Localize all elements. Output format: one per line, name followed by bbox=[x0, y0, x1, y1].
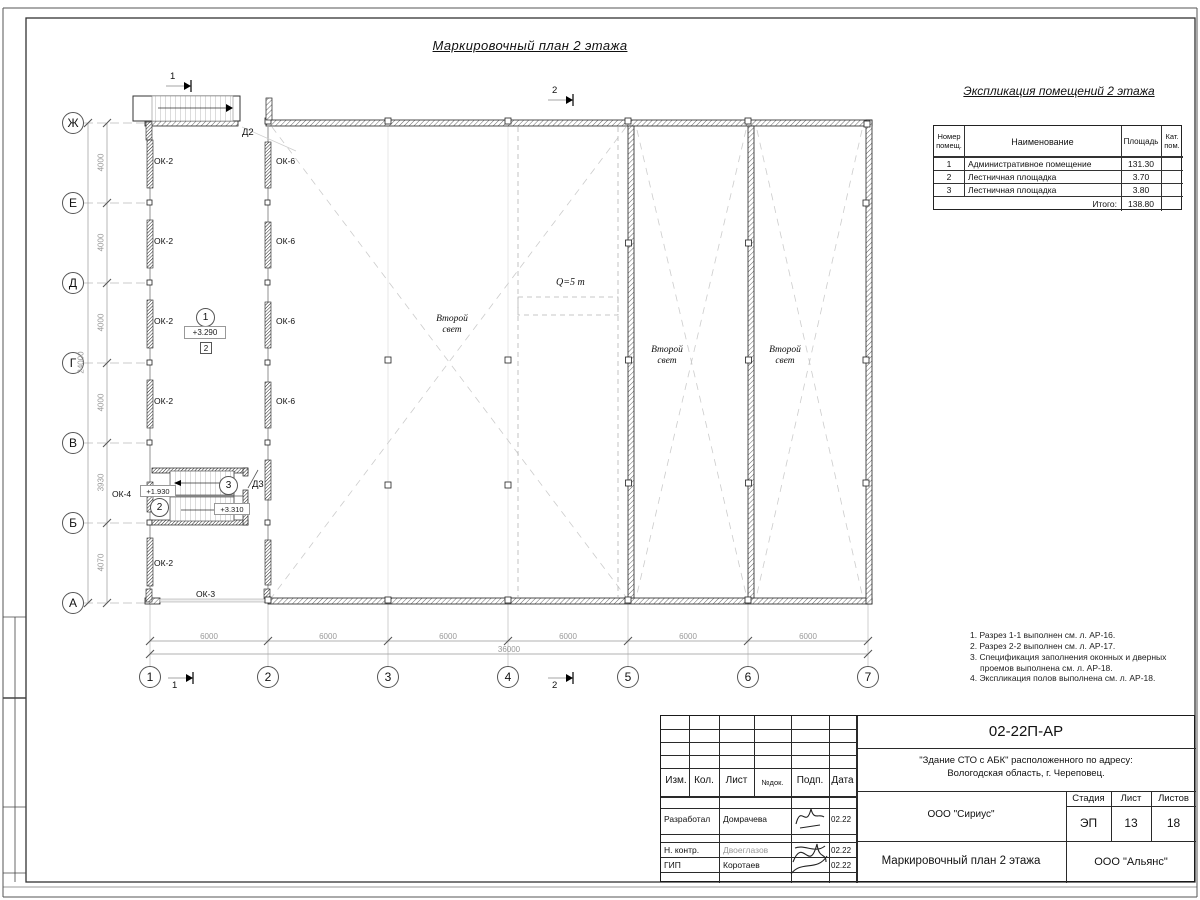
plan-title: Маркировочный план 2 этажа bbox=[432, 38, 628, 53]
window-label-ok6: ОК-6 bbox=[276, 316, 296, 326]
table-cell: 3.80 bbox=[1132, 185, 1150, 195]
table-cell: 131.30 bbox=[1128, 159, 1154, 169]
dim-left-total: 24000 bbox=[76, 351, 86, 374]
note-1: 1. Разрез 1-1 выполнен см. л. АР-16. bbox=[970, 630, 1116, 640]
second-light-label: Второй свет bbox=[769, 345, 801, 366]
sheets-total: 18 bbox=[1166, 816, 1181, 830]
crane-lines bbox=[518, 127, 618, 597]
client-org: ООО "Альянс" bbox=[1094, 856, 1168, 868]
col-data: Дата bbox=[831, 775, 854, 786]
section-marks bbox=[166, 80, 573, 684]
window-label-ok2: ОК-2 bbox=[154, 316, 174, 326]
note-3: 3. Спецификация заполнения оконных и дверных проемов выполнена см. л. АР-18. bbox=[970, 652, 1167, 673]
section-mark-2: 2 bbox=[552, 85, 558, 96]
sheet-label: Лист bbox=[1120, 793, 1142, 804]
axis-bubble-e: Е bbox=[62, 192, 84, 214]
axis-bubble-v: В bbox=[62, 432, 84, 454]
name-gip: Коротаев bbox=[723, 860, 760, 870]
col-header-name: Наименование bbox=[1011, 137, 1074, 147]
table-cell: 3.70 bbox=[1132, 172, 1150, 182]
elevation-mark: +3.290 bbox=[184, 326, 226, 339]
dim-left-6: 4070 bbox=[96, 553, 106, 572]
dim-bottom-2: 6000 bbox=[319, 632, 337, 641]
total-label: Итого: bbox=[1092, 199, 1117, 209]
section-mark-1: 1 bbox=[172, 680, 178, 691]
col-ndoc: №док. bbox=[761, 778, 784, 787]
window-label-ok2: ОК-2 bbox=[154, 558, 174, 568]
axis-bubble-6: 6 bbox=[737, 666, 759, 688]
col-izm: Изм. bbox=[665, 775, 687, 786]
dim-bottom-1: 6000 bbox=[200, 632, 218, 641]
col-kol: Кол. bbox=[694, 775, 714, 786]
door-label-d3: Д3 bbox=[252, 479, 264, 490]
external-stair bbox=[133, 96, 272, 121]
door-label-d2: Д2 bbox=[242, 127, 254, 138]
second-light-label: Второй свет bbox=[651, 345, 683, 366]
elevation-mark: +1.930 bbox=[140, 485, 176, 497]
axis-bubble-2: 2 bbox=[257, 666, 279, 688]
role-gip: ГИП bbox=[664, 860, 681, 870]
project-name-line2: Вологодская область, г. Череповец. bbox=[947, 768, 1105, 779]
explication-table bbox=[933, 125, 1182, 210]
note-4: 4. Экспликация полов выполнена см. л. АР-18. bbox=[970, 673, 1156, 683]
dim-left-2: 4000 bbox=[96, 233, 106, 252]
table-cell: 1 bbox=[946, 159, 952, 169]
axis-bubble-7: 7 bbox=[857, 666, 879, 688]
table-cell: Лестничная площадка bbox=[968, 185, 1057, 195]
table-cell: Лестничная площадка bbox=[968, 172, 1057, 182]
stage-value: ЭП bbox=[1079, 816, 1098, 830]
window-label-ok6: ОК-6 bbox=[276, 156, 296, 166]
window-label-ok6: ОК-6 bbox=[276, 396, 296, 406]
name-ncontrol: Двоеглазов bbox=[723, 845, 769, 855]
project-name-line1: "Здание СТО с АБК" расположенного по адресу: bbox=[919, 755, 1133, 766]
col-header-num: Номер помещ. bbox=[936, 132, 962, 150]
crane-capacity-label: Q=5 т bbox=[556, 277, 585, 288]
section-mark-2: 2 bbox=[552, 680, 558, 691]
role-ncontrol: Н. контр. bbox=[664, 845, 700, 855]
doc-code: 02-22П-АР bbox=[988, 723, 1064, 740]
second-light-label: Второй свет bbox=[436, 314, 468, 335]
sheets-label: Листов bbox=[1158, 793, 1189, 804]
dim-bottom-3: 6000 bbox=[439, 632, 457, 641]
dim-left-1: 4000 bbox=[96, 153, 106, 172]
section-mark-1: 1 bbox=[170, 71, 176, 82]
col-podp: Подп. bbox=[796, 775, 824, 786]
dim-bottom-4: 6000 bbox=[559, 632, 577, 641]
sheet-number: 13 bbox=[1124, 816, 1138, 830]
date-gip: 02.22 bbox=[831, 861, 852, 870]
room-marker-1: 1 bbox=[196, 308, 215, 327]
axis-bubble-b: Б bbox=[62, 512, 84, 534]
room-marker-2: 2 bbox=[150, 498, 169, 517]
axis-bubble-3: 3 bbox=[377, 666, 399, 688]
table-cell: Административное помещение bbox=[968, 159, 1092, 169]
col-header-cat: Кат. пом. bbox=[1164, 132, 1180, 150]
explication-title: Экспликация помещений 2 этажа bbox=[963, 84, 1155, 98]
total-area: 138.80 bbox=[1128, 199, 1154, 209]
window-label-ok3: ОК-3 bbox=[196, 589, 216, 599]
axis-bubble-zh: Ж bbox=[62, 112, 84, 134]
floor-type-marker: 2 bbox=[200, 342, 212, 354]
room-marker-3: 3 bbox=[219, 476, 238, 495]
axis-bubble-a: А bbox=[62, 592, 84, 614]
window-label-ok2: ОК-2 bbox=[154, 156, 174, 166]
axis-bubble-5: 5 bbox=[617, 666, 639, 688]
axis-bubble-d: Д bbox=[62, 272, 84, 294]
col-header-area: Площадь bbox=[1123, 137, 1159, 146]
dim-left-5: 3930 bbox=[96, 473, 106, 492]
dim-bottom-6: 6000 bbox=[799, 632, 817, 641]
column-markers bbox=[147, 118, 870, 603]
table-cell: 3 bbox=[946, 185, 952, 195]
date-developed: 02.22 bbox=[831, 815, 852, 824]
table-cell: 2 bbox=[946, 172, 952, 182]
col-list: Лист bbox=[725, 775, 748, 786]
designer-org: ООО "Сириус" bbox=[927, 809, 995, 820]
elevation-mark: +3.310 bbox=[214, 503, 250, 515]
role-developed: Разработал bbox=[664, 814, 711, 824]
window-label-ok2: ОК-2 bbox=[154, 396, 174, 406]
axis-bubble-4: 4 bbox=[497, 666, 519, 688]
axis-bubble-g: Г bbox=[62, 352, 84, 374]
signature-squiggle bbox=[793, 802, 827, 832]
window-label-ok6: ОК-6 bbox=[276, 236, 296, 246]
dim-bottom-total: 36000 bbox=[497, 645, 521, 654]
axis-bubble-1: 1 bbox=[139, 666, 161, 688]
date-ncontrol: 02.22 bbox=[831, 846, 852, 855]
title-block bbox=[660, 715, 1195, 882]
dim-left-4: 4000 bbox=[96, 393, 106, 412]
signature-squiggle bbox=[789, 834, 829, 880]
note-2: 2. Разрез 2-2 выполнен см. л. АР-17. bbox=[970, 641, 1116, 651]
name-developed: Домрачева bbox=[723, 814, 767, 824]
window-label-ok2: ОК-2 bbox=[154, 236, 174, 246]
dim-bottom-5: 6000 bbox=[679, 632, 697, 641]
sheet-title: Маркировочный план 2 этажа bbox=[881, 855, 1041, 867]
dim-left-3: 4000 bbox=[96, 313, 106, 332]
stage-label: Стадия bbox=[1072, 793, 1105, 804]
window-label-ok4: ОК-4 bbox=[112, 489, 132, 499]
